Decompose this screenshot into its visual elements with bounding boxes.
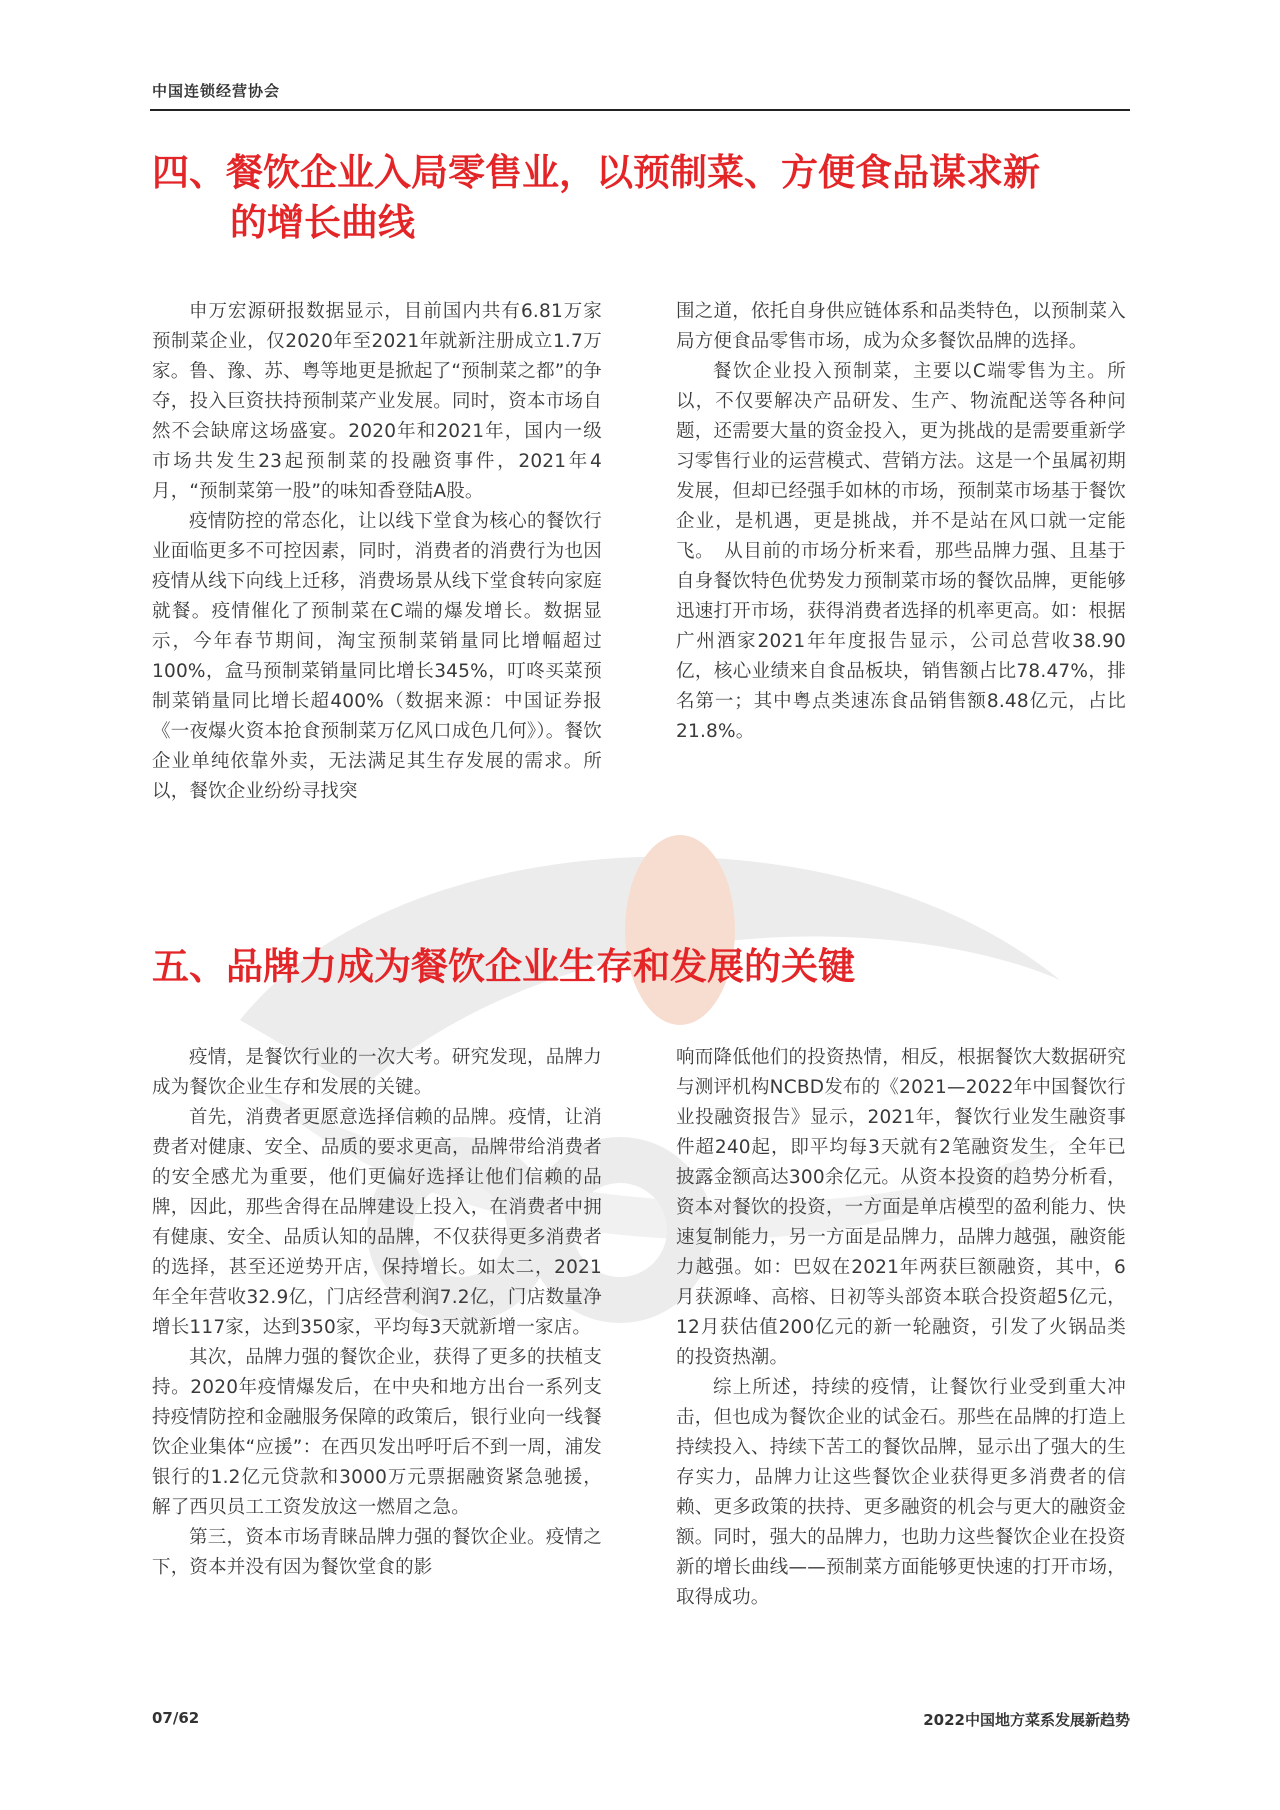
section5-right-paragraph: 响而降低他们的投资热情，相反，根据餐饮大数据研究与测评机构NCBD发布的《2021—2022年中国餐饮行业投融资报告》显示，2021年，餐饮行业发生融资事件超240起，即平均每3天就有2笔融资发生，全年已披露金额高达300余亿元。从资本投资的趋势分析看，资本对餐饮的投资，一方面是单店模型的盈利能力、快速复制能力，另一方面是品牌力，品牌力越强，融资能力越强。如：巴奴在2021年两获巨额融资，其中，6月获源峰、高榕、日初等头部资本联合投资超5亿元，12月获估值200亿元的新一轮融资，引发了火锅品类的投资热潮。 [676, 1047, 1126, 1368]
header-rule [150, 109, 1130, 111]
section4-title-line2: 的增长曲线 [230, 201, 415, 244]
footer-page-number: 07/62 [152, 1709, 200, 1727]
footer-report-title: 2022中国地方菜系发展新趋势 [923, 1711, 1130, 1729]
section5-left-column [152, 1043, 602, 1583]
section5-right-column [676, 1043, 1126, 1613]
watermark-figure [625, 835, 735, 1025]
section5-left-paragraph: 首先，消费者更愿意选择信赖的品牌。疫情，让消费者对健康、安全、品质的要求更高，品牌带给消费者的安全感尤为重要，他们更偏好选择让他们信赖的品牌，因此，那些舍得在品牌建设上投入，在消费者中拥有健康、安全、品质认知的品牌，不仅获得更多消费者的选择，甚至还逆势开店，保持增长。如太二，2021年全年营收32.9亿，门店经营利润7.2亿，门店数量净增长117家，达到350家，平均每3天就新增一家店。 [152, 1107, 602, 1338]
section5-left-paragraph: 第三，资本市场青睐品牌力强的餐饮企业。疫情之下，资本并没有因为餐饮堂食的影 [152, 1527, 602, 1578]
section4-left-column [152, 297, 602, 807]
section5-title: 五、品牌力成为餐饮企业生存和发展的关键 [152, 945, 855, 988]
section5-left-paragraph: 疫情，是餐饮行业的一次大考。研究发现，品牌力成为餐饮企业生存和发展的关键。 [152, 1047, 602, 1098]
section5-left-paragraph: 其次，品牌力强的餐饮企业，获得了更多的扶植支持。2020年疫情爆发后，在中央和地方出台一系列支持疫情防控和金融服务保障的政策后，银行业向一线餐饮企业集体“应援”：在西贝发出呼吁后不到一周，浦发银行的1.2亿元贷款和3000万元票据融资紧急驰援，解了西贝员工工资发放这一燃眉之急。 [152, 1347, 602, 1518]
section4-right-column [676, 297, 1126, 747]
section4-left-paragraph: 申万宏源研报数据显示，目前国内共有6.81万家预制菜企业，仅2020年至2021年就新注册成立1.7万家。鲁、豫、苏、粤等地更是掀起了“预制菜之都”的争夺，投入巨资扶持预制菜产业发展。同时，资本市场自然不会缺席这场盛宴。2020年和2021年，国内一级市场共发生23起预制菜的投融资事件，2021年4月，“预制菜第一股”的味知香登陆A股。 [152, 301, 602, 502]
section4-title-line1: 四、餐饮企业入局零售业，以预制菜、方便食品谋求新 [152, 151, 1040, 194]
section4-right-paragraph: 餐饮企业投入预制菜，主要以C端零售为主。所以，不仅要解决产品研发、生产、物流配送等各种问题，还需要大量的资金投入，更为挑战的是需要重新学习零售行业的运营模式、营销方法。这是一个虽属初期发展，但却已经强手如林的市场，预制菜市场基于餐饮企业，是机遇，更是挑战，并不是站在风口就一定能飞。 从目前的市场分析来看，那些品牌力强、且基于自身餐饮特色优势发力预制菜市场的餐饮品牌，更能够迅速打开市场，获得消费者选择的机率更高。如：根据广州酒家2021年年度报告显示，公司总营收38.90亿，核心业绩来自食品板块，销售额占比78.47%，排名第一；其中粤点类速冻食品销售额8.48亿元，占比21.8%。 [676, 361, 1126, 742]
section4-left-paragraph: 疫情防控的常态化，让以线下堂食为核心的餐饮行业面临更多不可控因素，同时，消费者的消费行为也因疫情从线下向线上迁移，消费场景从线下堂食转向家庭就餐。疫情催化了预制菜在C端的爆发增长。数据显示，今年春节期间，淘宝预制菜销量同比增幅超过100%，盒马预制菜销量同比增长345%，叮咚买菜预制菜销量同比增长超400%（数据来源：中国证券报《一夜爆火资本抢食预制菜万亿风口成色几何》）。餐饮企业单纯依靠外卖，无法满足其生存发展的需求。所以，餐饮企业纷纷寻找突 [152, 511, 602, 802]
section5-right-paragraph: 综上所述，持续的疫情，让餐饮行业受到重大冲击，但也成为餐饮企业的试金石。那些在品牌的打造上持续投入、持续下苦工的餐饮品牌，显示出了强大的生存实力，品牌力让这些餐饮企业获得更多消费者的信赖、更多政策的扶持、更多融资的机会与更大的融资金额。同时，强大的品牌力，也助力这些餐饮企业在投资新的增长曲线——预制菜方面能够更快速的打开市场，取得成功。 [676, 1377, 1126, 1608]
section4-title [152, 148, 1142, 248]
header-org-name: 中国连锁经营协会 [152, 82, 281, 100]
section4-right-paragraph: 围之道，依托自身供应链体系和品类特色，以预制菜入局方便食品零售市场，成为众多餐饮品牌的选择。 [676, 301, 1126, 352]
